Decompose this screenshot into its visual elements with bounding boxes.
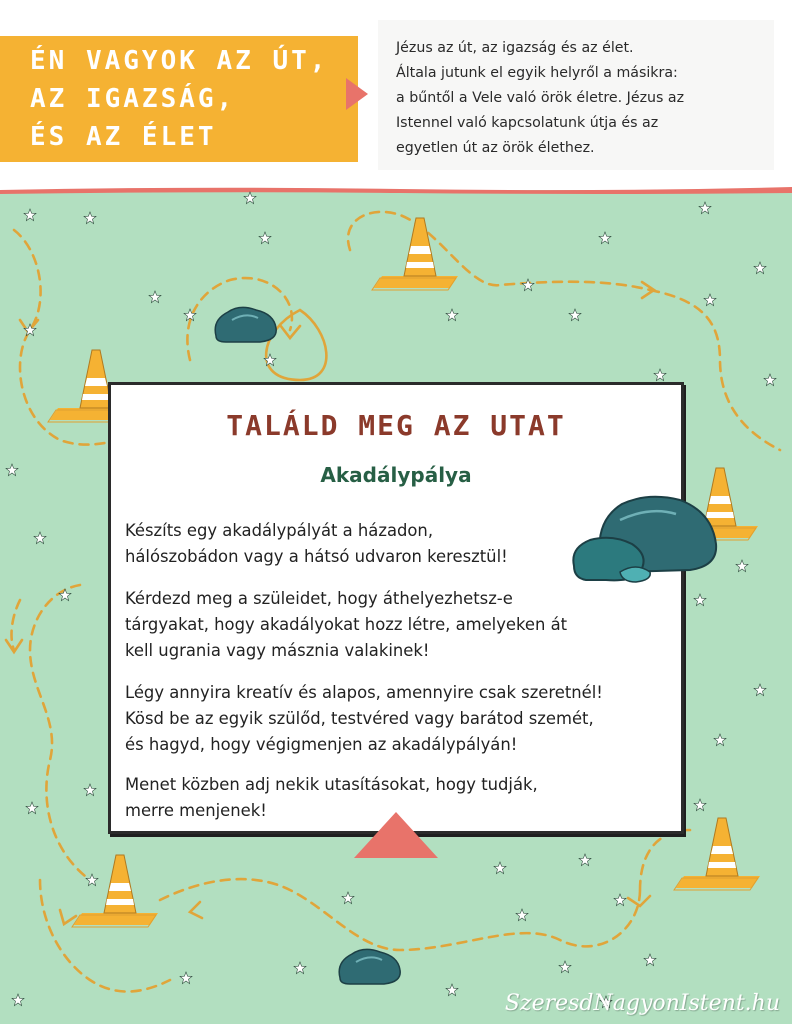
rock-icon: [339, 949, 400, 984]
traffic-cone-icon: [72, 855, 158, 927]
card-text-line: és hagyd, hogy végigmenjen az akadálypályán!: [125, 735, 518, 754]
intro-line: Istennel való kapcsolatunk útja és az: [396, 115, 659, 131]
intro-line: Jézus az út, az igazság és az élet.: [396, 40, 634, 56]
rock-icon: [215, 307, 276, 342]
traffic-cone-icon: [372, 218, 458, 290]
intro-line: Általa jutunk el egyik helyről a másikra:: [396, 65, 678, 81]
intro-line: egyetlen út az örök élethez.: [396, 140, 595, 156]
card-text-line: Menet közben adj nekik utasításokat, hogy tudják,: [125, 775, 538, 794]
banner-title-line: ÉN VAGYOK AZ ÚT,: [30, 46, 329, 76]
intro-line: a bűntől a Vele való örök életre. Jézus az: [396, 90, 685, 106]
card-text-line: Kösd be az egyik szülőd, testvéred vagy barátod szemét,: [125, 709, 594, 728]
activity-card: [108, 382, 684, 834]
card-pointer-arrow-icon: [354, 812, 438, 858]
banner-title-line: ÉS AZ ÉLET: [30, 122, 217, 152]
card-text-line: hálószobádon vagy a hátsó udvaron keresztül!: [125, 547, 508, 566]
traffic-cone-icon: [672, 468, 758, 540]
card-text-line: Készíts egy akadálypályát a házadon,: [125, 521, 434, 540]
card-text-line: Kérdezd meg a szüleidet, hogy áthelyezhetsz-e: [125, 589, 513, 608]
card-text-line: Légy annyira kreatív és alapos, amennyire csak szeretnél!: [125, 683, 603, 702]
watermark: SzeresdNagyonIstent.hu: [504, 991, 780, 1016]
card-text-line: merre menjenek!: [125, 801, 267, 820]
card-text-line: tárgyakat, hogy akadályokat hozz létre, amelyeken át: [125, 615, 568, 634]
card-text-line: kell ugrania vagy másznia valakinek!: [125, 641, 430, 660]
card-title: TALÁLD MEG AZ UTAT: [226, 409, 566, 442]
card-subtitle: Akadálypálya: [320, 463, 472, 487]
banner-title-line: AZ IGAZSÁG,: [30, 84, 236, 114]
